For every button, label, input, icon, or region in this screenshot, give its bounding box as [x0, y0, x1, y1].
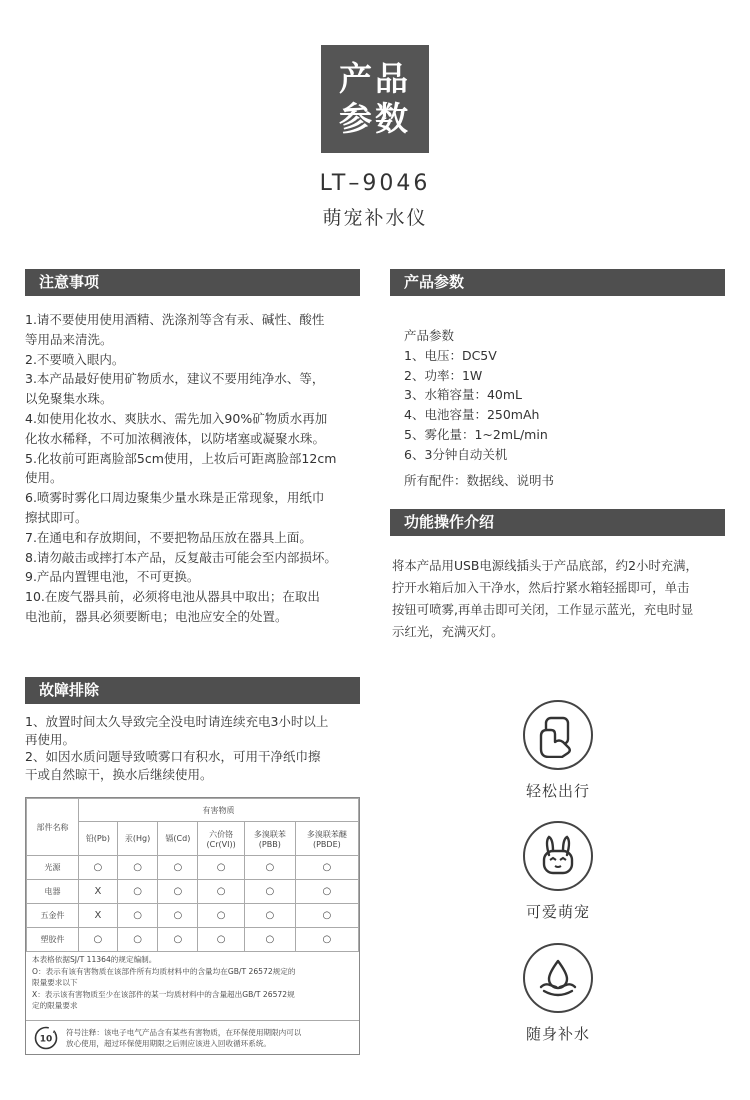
hazard-value-cell: ○ [244, 928, 295, 952]
troubleshoot-line: 再使用。 [25, 731, 76, 747]
param-line: 3、水箱容量：40mL [404, 387, 522, 403]
hazard-note-line: X：表示该有害物质至少在该部件的某一均质材料中的含量超出GB/T 26572规 [32, 989, 295, 999]
notice-line: 7.在通电和存放期间，不要把物品压放在器具上面。 [25, 529, 312, 545]
hazard-note-line: 定的限量要求 [32, 1001, 78, 1010]
notice-line: 8.请勿敲击或摔打本产品，反复敲击可能会至内部损坏。 [25, 549, 337, 565]
feature-hydration-label: 随身补水 [525, 1025, 590, 1043]
hazard-column-header-line: 多溴联苯醚 [306, 829, 347, 839]
hand-holding-device-icon [535, 712, 581, 758]
troubleshoot-section-header: 故障排除 [25, 677, 360, 704]
hazard-value-cell: ○ [158, 880, 198, 904]
hazard-column-header-line: 铅(Pb) [85, 834, 110, 843]
feature-cute-pet-label: 可爱萌宠 [525, 903, 590, 921]
eco-symbol-text-line-2: 放心使用，超过环保使用期限之后则应该进入回收循环系统。 [66, 1039, 272, 1048]
notice-line: 擦拭即可。 [25, 509, 88, 525]
feature-portable-circle [523, 700, 593, 770]
operation-line: 按钮可喷雾,再单击即可关闭，工作显示蓝光，充电时显 [392, 602, 694, 617]
notice-line: 6.喷雾时雾化口周边聚集少量水珠是正常现象，用纸巾 [25, 490, 325, 506]
hazard-row [27, 928, 359, 952]
operation-line: 示红光，充满灭灯。 [392, 624, 504, 639]
params-text [404, 326, 724, 465]
param-line: 6、3分钟自动关机 [404, 446, 508, 462]
param-line: 5、雾化量：1~2mL/min [404, 426, 548, 442]
part-name-header: 部件名称 [27, 799, 79, 856]
feature-hydration [520, 943, 596, 1043]
hazard-value-cell: ○ [117, 856, 158, 880]
notice-line: 以免聚集水珠。 [25, 391, 113, 407]
param-line: 产品参数 [404, 328, 455, 343]
hazard-value-cell: ○ [198, 880, 245, 904]
notice-line: 等用品来清洗。 [25, 331, 113, 347]
hazard-note-line: 限量要求以下 [32, 978, 78, 987]
hazard-row [27, 904, 359, 928]
feature-portable-label: 轻松出行 [525, 782, 590, 800]
title-line-1: 产品 [339, 59, 411, 98]
hazard-grid [26, 798, 359, 952]
param-line: 4、电池容量：250mAh [404, 407, 540, 423]
hazard-value-cell: X [79, 904, 118, 928]
hazard-column-header-line: 多溴联苯 [253, 829, 286, 839]
hazard-note-line: O：表示有该有害物质在该部件所有均质材料中的含量均在GB/T 26572规定的 [32, 966, 296, 976]
product-name: 萌宠补水仪 [322, 207, 428, 229]
eco-symbol-row [26, 1020, 359, 1055]
hazard-value-cell: ○ [295, 928, 358, 952]
notice-line: 电池前，器具必须要断电；电池应安全的处置。 [25, 608, 288, 624]
hazard-notes [26, 951, 359, 1015]
hazard-value-cell: ○ [198, 856, 245, 880]
notice-line: 9.产品内置锂电池，不可更换。 [25, 569, 200, 585]
notice-line: 2.不要喷入眼内。 [25, 351, 125, 367]
hazard-column-header [295, 822, 358, 856]
hazard-column-header-line: 镉(Cd) [165, 834, 191, 843]
hazard-value-cell: ○ [117, 928, 158, 952]
eco-symbol-text-line-1: 符号注释：该电子电气产品含有某些有害物质，在环保使用期限内可以 [66, 1027, 302, 1037]
operation-line: 将本产品用USB电源线插头于产品底部，约2小时充满， [392, 558, 698, 573]
hazard-value-cell: ○ [117, 904, 158, 928]
hazard-column-header-line: 六价铬 [209, 829, 234, 839]
hazard-value-cell: ○ [79, 856, 118, 880]
notice-text [25, 310, 365, 627]
eco-period-number: 10 [39, 1034, 53, 1045]
notice-line: 1.请不要使用使用酒精、洗涤剂等含有汞、碱性、酸性 [25, 312, 325, 327]
hazard-value-cell: ○ [198, 928, 245, 952]
hazard-column-header-line: (Cr(VI)) [206, 839, 236, 849]
hazard-table [25, 797, 360, 1055]
model-number: LT–9046 [319, 171, 431, 196]
hazard-row [27, 856, 359, 880]
hazard-column-header [158, 822, 198, 856]
operation-line: 拧开水箱后加入干净水，然后拧紧水箱轻摇即可，单击 [392, 580, 690, 595]
feature-cute-pet [520, 821, 596, 921]
troubleshoot-line: 1、放置时间太久导致完全没电时请连续充电3小时以上 [25, 714, 329, 729]
hazard-column-header-line: 汞(Hg) [124, 834, 151, 843]
hazard-value-cell: ○ [117, 880, 158, 904]
hazard-part-name: 塑胶件 [27, 928, 79, 952]
hazard-part-name: 电器 [27, 880, 79, 904]
notice-section-header: 注意事项 [25, 269, 360, 296]
eco-period-icon [34, 1026, 58, 1050]
troubleshoot-text [25, 713, 365, 783]
hazard-value-cell: ○ [158, 904, 198, 928]
operation-section-header: 功能操作介绍 [390, 509, 725, 536]
notice-line: 10.在废气器具前，必须将电池从器具中取出；在取出 [25, 589, 320, 605]
operation-text [392, 555, 727, 643]
hazard-part-name: 光源 [27, 856, 79, 880]
water-drop-icon [535, 955, 581, 1001]
hazard-value-cell: ○ [244, 904, 295, 928]
hazard-column-header [117, 822, 158, 856]
hazard-value-cell: X [79, 880, 118, 904]
hazard-value-cell: ○ [158, 856, 198, 880]
feature-portable [520, 700, 596, 800]
notice-line: 5.化妆前可距离脸部5cm使用，上妆后可距离脸部12cm [25, 450, 337, 466]
hazard-value-cell: ○ [158, 928, 198, 952]
accessories-text: 所有配件：数据线、说明书 [404, 473, 555, 488]
hazard-value-cell: ○ [244, 856, 295, 880]
notice-line: 3.本产品最好使用矿物质水，建议不要用纯净水、等， [25, 371, 325, 387]
hazard-value-cell: ○ [198, 904, 245, 928]
troubleshoot-line: 2、如因水质问题导致喷雾口有积水，可用干净纸巾擦 [25, 749, 321, 764]
eco-symbol-text [66, 1027, 301, 1050]
hazard-note-line: 本表格依据SJ/T 11364的规定编制。 [32, 955, 157, 964]
hazard-column-header-line: (PBB) [258, 839, 281, 849]
hazard-value-cell: ○ [244, 880, 295, 904]
hazard-group-header: 有害物质 [79, 799, 359, 822]
troubleshoot-line: 干或自然晾干，换水后继续使用。 [25, 766, 213, 782]
feature-hydration-circle [523, 943, 593, 1013]
hazard-column-header [79, 822, 118, 856]
title-line-2: 参数 [339, 99, 411, 138]
hazard-value-cell: ○ [295, 856, 358, 880]
hazard-part-name: 五金件 [27, 904, 79, 928]
hazard-column-header [244, 822, 295, 856]
param-line: 1、电压：DC5V [404, 347, 497, 363]
hazard-value-cell: ○ [79, 928, 118, 952]
notice-line: 使用。 [25, 470, 63, 486]
title-badge [321, 45, 429, 153]
params-section-header: 产品参数 [390, 269, 725, 296]
hazard-row [27, 880, 359, 904]
notice-line: 化妆水稀释，不可加浓稠液体，以防堵塞或凝聚水珠。 [25, 430, 326, 446]
hazard-value-cell: ○ [295, 880, 358, 904]
hazard-value-cell: ○ [295, 904, 358, 928]
hazard-column-header [198, 822, 245, 856]
notice-line: 4.如使用化妆水、爽肤水、需先加入90%矿物质水再加 [25, 410, 328, 426]
bunny-icon [535, 833, 581, 879]
hazard-column-header-line: (PBDE) [312, 839, 341, 849]
feature-cute-pet-circle [523, 821, 593, 891]
param-line: 2、功率：1W [404, 367, 483, 383]
